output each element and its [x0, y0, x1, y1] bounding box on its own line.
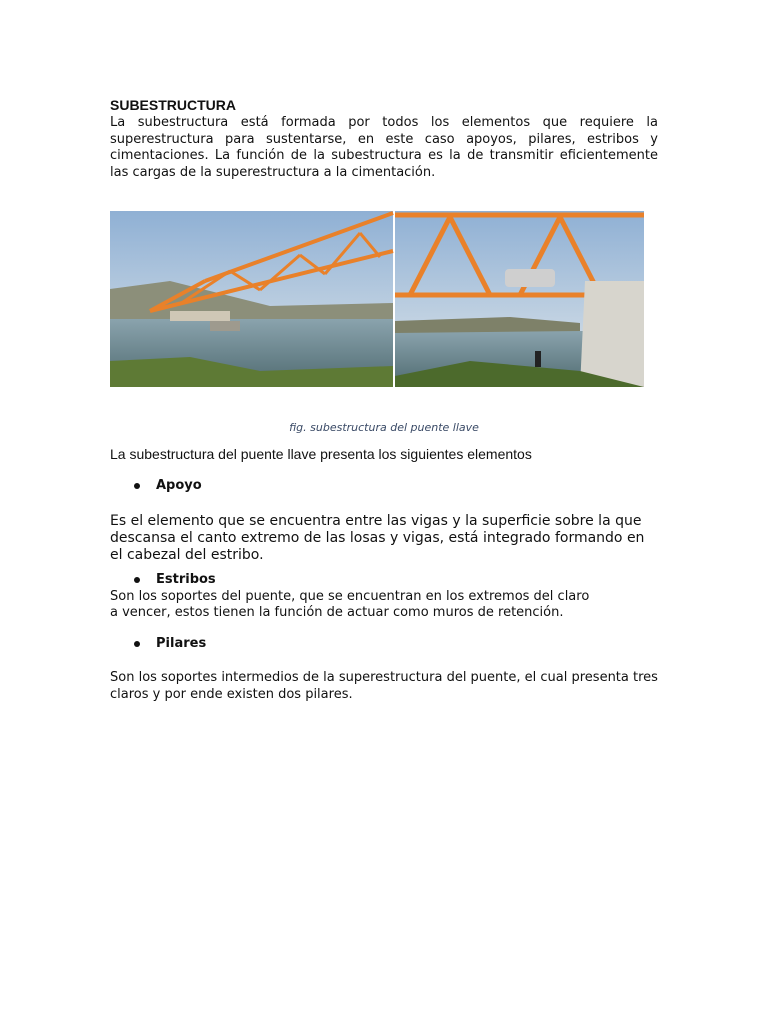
section-heading: SUBESTRUCTURA — [110, 97, 236, 113]
bullet-dot-icon — [134, 483, 140, 489]
bullet-dot-icon — [134, 577, 140, 583]
bullet-apoyo — [110, 478, 658, 493]
bullet-dot-icon — [134, 641, 140, 647]
bullet-label: Pilares — [156, 636, 207, 651]
estribos-paragraph: Son los soportes del puente, que se encuentran en los extremos del claro a vencer, estos tienen la función de actuar como muros de retención. — [110, 589, 590, 620]
bullet-pilares — [110, 636, 658, 651]
bridge-photo-illustration — [110, 211, 644, 387]
bullet-label: Apoyo — [156, 478, 202, 493]
bullet-estribos — [110, 572, 658, 587]
pilares-paragraph: Son los soportes intermedios de la superestructura del puente, el cual presenta tres claros y por ende existen dos pilares. — [110, 670, 658, 702]
intro-paragraph: La subestructura está formada por todos los elementos que requiere la superestructura para sustentarse, en este caso apoyos, pilares, estribos y cimentaciones. La función de la subestructura es la de transmitir eficientemente las cargas de la superestructura a la cimentación. — [110, 115, 658, 180]
document-page — [110, 97, 658, 703]
bullet-label: Estribos — [156, 572, 216, 587]
lead-sentence: La subestructura del puente llave presenta los siguientes elementos — [110, 446, 532, 462]
bridge-photo — [110, 211, 644, 387]
figure-caption: fig. subestructura del puente llave — [289, 421, 479, 434]
apoyo-paragraph: Es el elemento que se encuentra entre las vigas y la superficie sobre la que descansa el canto extremo de las losas y vigas, está integrado formando en el cabezal del estribo. — [110, 513, 645, 563]
